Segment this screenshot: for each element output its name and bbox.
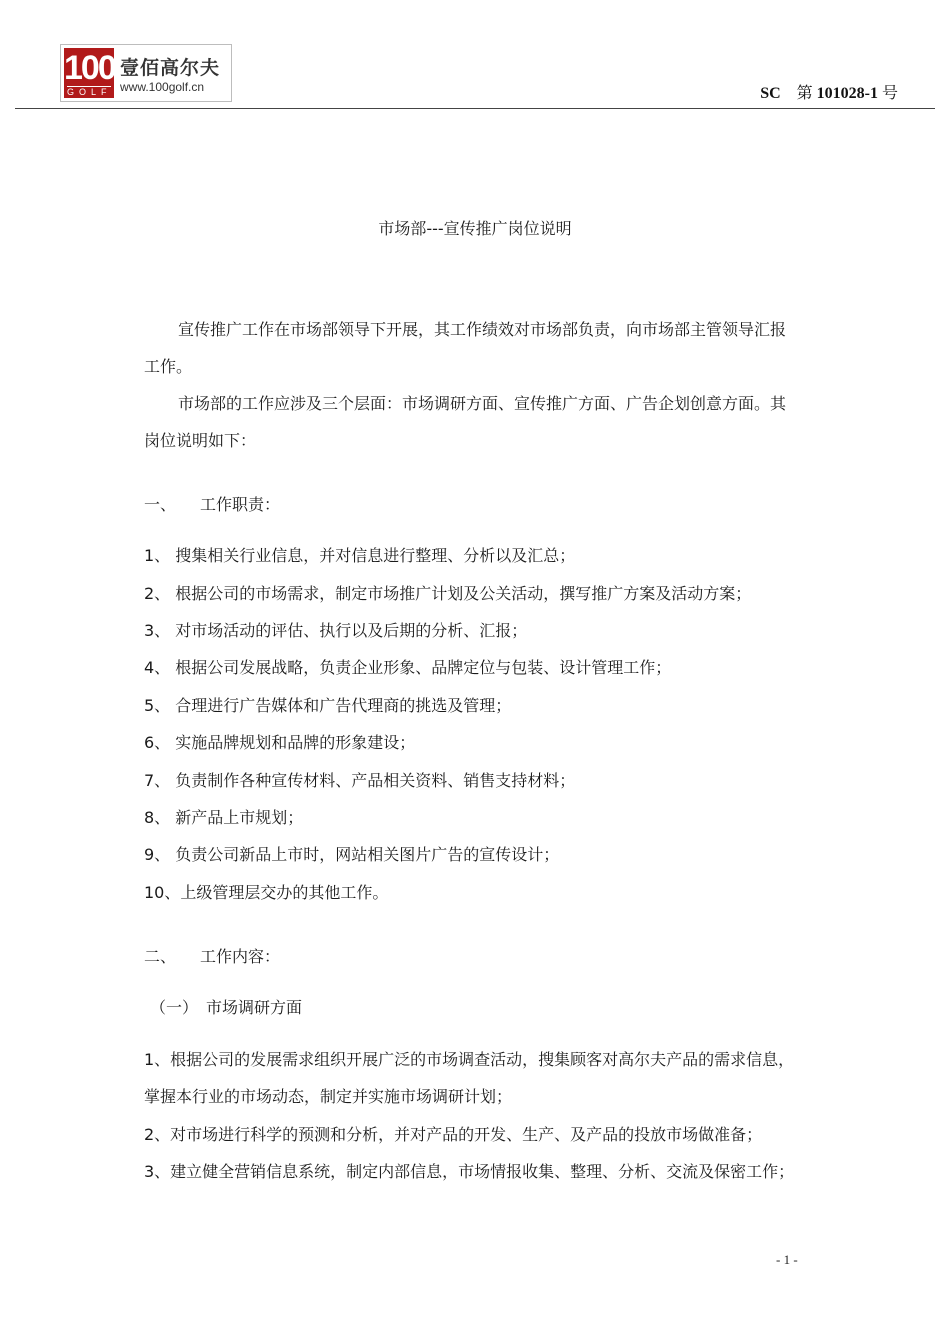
doc-prefix: SC	[760, 85, 781, 102]
content-line: 掌握本行业的市场动态，制定并实施市场调研计划；	[144, 1087, 513, 1106]
subsection-number: （一）	[150, 998, 199, 1017]
logo-golf-text: GOLF	[67, 87, 112, 97]
intro-paragraph-1-line-2: 工作。	[144, 357, 193, 376]
intro-paragraph-2-line-2: 岗位说明如下：	[144, 431, 257, 450]
document-title: 市场部---宣传推广岗位说明	[378, 219, 572, 238]
duty-item: 9、 负责公司新品上市时，网站相关图片广告的宣传设计；	[144, 845, 560, 864]
duty-item: 1、 搜集相关行业信息，并对信息进行整理、分析以及汇总；	[144, 546, 576, 565]
duty-item: 6、 实施品牌规划和品牌的形象建设；	[144, 733, 416, 752]
section-2-heading	[144, 947, 280, 967]
duty-item: 7、 负责制作各种宣传材料、产品相关资料、销售支持材料；	[144, 771, 576, 790]
document-number	[760, 80, 898, 103]
content-line: 3、建立健全营销信息系统，制定内部信息，市场情报收集、整理、分析、交流及保密工作；	[144, 1162, 795, 1181]
content-line: 2、对市场进行科学的预测和分析，并对产品的开发、生产、及产品的投放市场做准备；	[144, 1125, 763, 1144]
doc-number: 101028-1	[816, 85, 878, 102]
company-logo	[60, 44, 232, 102]
logo-mark	[64, 48, 114, 98]
doc-di: 第	[796, 85, 813, 102]
subsection-title: 市场调研方面	[206, 998, 303, 1017]
logo-company-name: 壹佰高尔夫	[120, 57, 221, 79]
duty-item: 10、上级管理层交办的其他工作。	[144, 883, 389, 902]
subsection-heading	[150, 998, 302, 1018]
duty-item: 5、 合理进行广告媒体和广告代理商的挑选及管理；	[144, 696, 512, 715]
duty-item: 8、 新产品上市规划；	[144, 808, 304, 827]
intro-paragraph-1-line-1: 宣传推广工作在市场部领导下开展，其工作绩效对市场部负责，向市场部主管领导汇报	[178, 320, 787, 339]
section-1-title: 工作职责：	[200, 495, 281, 514]
section-2-number: 二、	[144, 947, 177, 966]
duty-item: 3、 对市场活动的评估、执行以及后期的分析、汇报；	[144, 621, 528, 640]
content-line: 1、根据公司的发展需求组织开展广泛的市场调查活动，搜集顾客对高尔夫产品的需求信息，	[144, 1050, 795, 1069]
intro-paragraph-2-line-1: 市场部的工作应涉及三个层面：市场调研方面、宣传推广方面、广告企划创意方面。其	[178, 394, 787, 413]
duty-item: 2、 根据公司的市场需求，制定市场推广计划及公关活动，撰写推广方案及活动方案；	[144, 584, 752, 603]
duty-item: 4、 根据公司发展战略，负责企业形象、品牌定位与包装、设计管理工作；	[144, 658, 672, 677]
logo-url: www.100golf.cn	[120, 80, 205, 94]
logo-number: 100	[64, 49, 115, 87]
header-divider	[15, 108, 935, 109]
doc-hao: 号	[881, 85, 898, 102]
section-1-heading	[144, 495, 280, 515]
section-2-title: 工作内容：	[200, 947, 281, 966]
page-number: - 1 -	[776, 1252, 798, 1267]
section-1-number: 一、	[144, 495, 177, 514]
